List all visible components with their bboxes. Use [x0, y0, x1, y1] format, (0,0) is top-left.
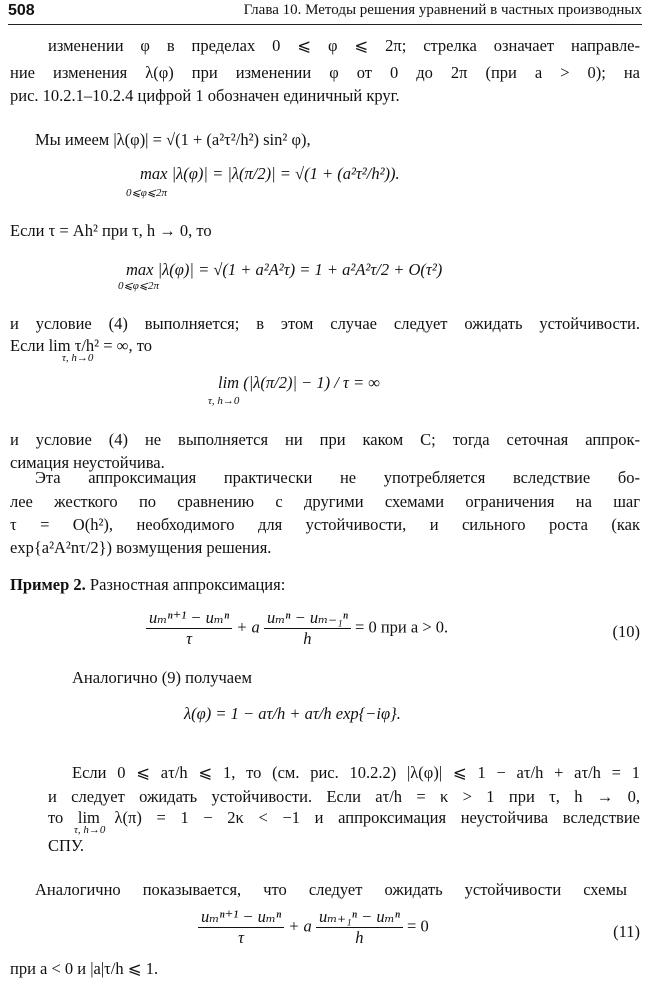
- text-line-1: изменении φ в пределах 0 ⩽ φ ⩽ 2π; стрелка означает направле-: [48, 36, 640, 55]
- equation-11-tail: = 0: [407, 916, 429, 936]
- equation-11: [198, 907, 429, 948]
- equation-10-numerator-left: uₘⁿ⁺¹ − uₘⁿ: [149, 608, 230, 627]
- equation-11-denominator-right: h: [316, 927, 403, 948]
- equation-10-tail: = 0 при a > 0.: [355, 617, 449, 637]
- equation-10-fraction-right: [264, 608, 351, 649]
- equation-11-denominator-left: τ: [198, 927, 284, 948]
- running-head-title: Глава 10. Методы решения уравнений в частных производных: [243, 2, 642, 18]
- equation-11-numerator-left: uₘⁿ⁺¹ − uₘⁿ: [201, 907, 282, 926]
- example-2-text: Разностная аппроксимация:: [89, 575, 286, 594]
- example-2-heading: [10, 573, 285, 596]
- equation-10-numerator-right: uₘⁿ − uₘ₋₁ⁿ: [266, 608, 348, 627]
- text-line-15: Если 0 ⩽ aτ/h ⩽ 1, то (см. рис. 10.2.2) |λ(φ)| ⩽ 1 − aτ/h + aτ/h = 1: [72, 763, 640, 782]
- text-line-12: τ = O(h²), необходимого для устойчивости, и сильного роста (как: [10, 515, 640, 534]
- equation-max-a-sub: 0⩽φ⩽2π: [126, 187, 168, 199]
- equation-10-number: (10): [612, 622, 640, 641]
- text-line-9: симация неустойчива.: [10, 453, 165, 472]
- text-line-11: лее жесткого по сравнению с другими схемами ограничения на шаг: [10, 492, 640, 511]
- equation-10-denominator-right: h: [264, 628, 351, 649]
- text-line-2: ние изменения λ(φ) при изменении φ от 0 до 2π (при a > 0); на: [10, 63, 640, 82]
- text-line-18: СПУ.: [48, 836, 85, 855]
- equation-lim-c-sub: τ, h→0: [208, 395, 240, 407]
- text-line-14: Аналогично (9) получаем: [72, 668, 252, 687]
- running-header: [8, 2, 642, 25]
- text-line-20: при a < 0 и |a|τ/h ⩽ 1.: [10, 959, 159, 978]
- equation-11-number: (11): [613, 922, 640, 941]
- equation-10-fraction-left: [146, 608, 232, 649]
- equation-max-b: max |λ(φ)| = √(1 + a²A²τ) = 1 + a²A²τ/2 + O(τ²): [126, 260, 443, 279]
- equation-10-operator: + a: [236, 617, 260, 637]
- equation-11-fraction-right: [316, 907, 403, 948]
- equation-10-denominator-left: τ: [146, 628, 232, 649]
- text-line-3: рис. 10.2.1–10.2.4 цифрой 1 обозначен единичный круг.: [10, 86, 400, 105]
- text-line-17: то lim λ(π) = 1 − 2κ < −1 и аппроксимация неустойчива вследствие: [48, 808, 640, 827]
- text-line-16: и следует ожидать устойчивости. Если aτ/h = κ > 1 при τ, h → 0,: [48, 787, 640, 806]
- text-line-10: Эта аппроксимация практически не употребляется вследствие бо-: [35, 468, 640, 487]
- page-number: 508: [8, 2, 35, 19]
- text-line-7: Если lim τ/h² = ∞, то: [10, 336, 152, 355]
- equation-lambda-d: λ(φ) = 1 − aτ/h + aτ/h exp{−iφ}.: [184, 704, 401, 723]
- text-line-4: Мы имеем |λ(φ)| = √(1 + (a²τ²/h²) sin² φ),: [35, 130, 311, 149]
- equation-max-a: max |λ(φ)| = |λ(π/2)| = √(1 + (a²τ²/h²)).: [140, 164, 400, 183]
- equation-11-fraction-left: [198, 907, 284, 948]
- equation-11-operator: + a: [288, 916, 312, 936]
- text-line-19: Аналогично показывается, что следует ожидать устойчивости схемы: [35, 880, 627, 899]
- example-2-label: Пример 2.: [10, 575, 86, 594]
- equation-lim-c: lim (|λ(π/2)| − 1) / τ = ∞: [218, 373, 381, 392]
- text-line-5: Если τ = Ah² при τ, h → 0, то: [10, 221, 212, 240]
- text-line-6: и условие (4) выполняется; в этом случае следует ожидать устойчивости.: [10, 314, 640, 333]
- text-line-8: и условие (4) не выполняется ни при каком C; тогда сеточная аппрок-: [10, 430, 640, 449]
- text-line-7-sub: τ, h→0: [62, 352, 94, 364]
- equation-max-b-sub: 0⩽φ⩽2π: [118, 280, 160, 292]
- equation-10: [146, 608, 448, 649]
- equation-11-numerator-right: uₘ₊₁ⁿ − uₘⁿ: [318, 907, 400, 926]
- text-line-17-sub: τ, h→0: [74, 824, 106, 836]
- text-line-13: exp{a²A²nτ/2}) возмущения решения.: [10, 538, 272, 557]
